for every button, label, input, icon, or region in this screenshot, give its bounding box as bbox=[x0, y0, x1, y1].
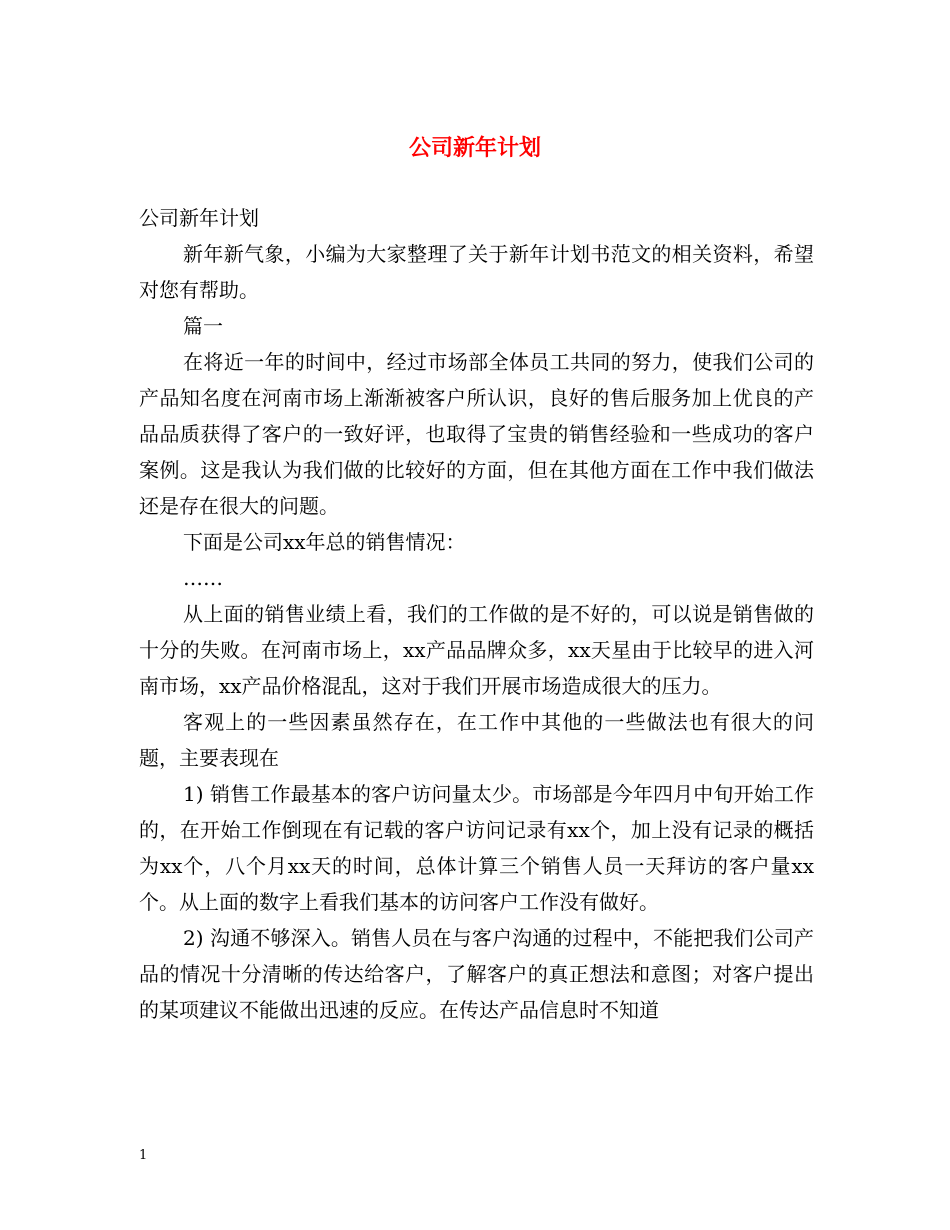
paragraph-list-item-2: 2) 沟通不够深入。销售人员在与客户沟通的过程中，不能把我们公司产品的情况十分清晰的传达给客户，了解客户的真正想法和意图；对客户提出的某项建议不能做出迅速的反应。在传达产品信息时不知道 bbox=[139, 926, 814, 1022]
paragraph-body: 在将近一年的时间中，经过市场部全体员工共同的努力，使我们公司的产品知名度在河南市场上渐渐被客户所认识，良好的售后服务加上优良的产品品质获得了客户的一致好评，也取得了宝贵的销售经验和一些成功的客户案例。这是我认为我们做的比较好的方面，但在其他方面在工作中我们做法还是存在很大的问题。 bbox=[139, 350, 814, 518]
paragraph-list-item-1: 1) 销售工作最基本的客户访问量太少。市场部是今年四月中旬开始工作的，在开始工作倒现在有记载的客户访问记录有xx个，加上没有记录的概括为xx个，八个月xx天的时间，总体计算三个销售人员一天拜访的客户量xx个。从上面的数字上看我们基本的访问客户工作没有做好。 bbox=[139, 782, 814, 914]
paragraph-heading: 公司新年计划 bbox=[139, 206, 259, 230]
paragraph-sales-intro: 下面是公司xx年总的销售情况： bbox=[183, 530, 466, 554]
paragraph-ellipsis: …… bbox=[183, 566, 223, 590]
document-title: 公司新年计划 bbox=[408, 135, 541, 161]
paragraph-intro: 新年新气象，小编为大家整理了关于新年计划书范文的相关资料，希望对您有帮助。 bbox=[139, 242, 814, 302]
document-body bbox=[139, 200, 814, 1028]
paragraph-section-label: 篇一 bbox=[183, 314, 223, 338]
page-number: 1 bbox=[139, 1148, 148, 1163]
paragraph-body: 客观上的一些因素虽然存在，在工作中其他的一些做法也有很大的问题，主要表现在 bbox=[139, 710, 814, 770]
paragraph-body: 从上面的销售业绩上看，我们的工作做的是不好的，可以说是销售做的十分的失败。在河南市场上，xx产品品牌众多，xx天星由于比较早的进入河南市场，xx产品价格混乱，这对于我们开展市场造成很大的压力。 bbox=[139, 602, 814, 698]
